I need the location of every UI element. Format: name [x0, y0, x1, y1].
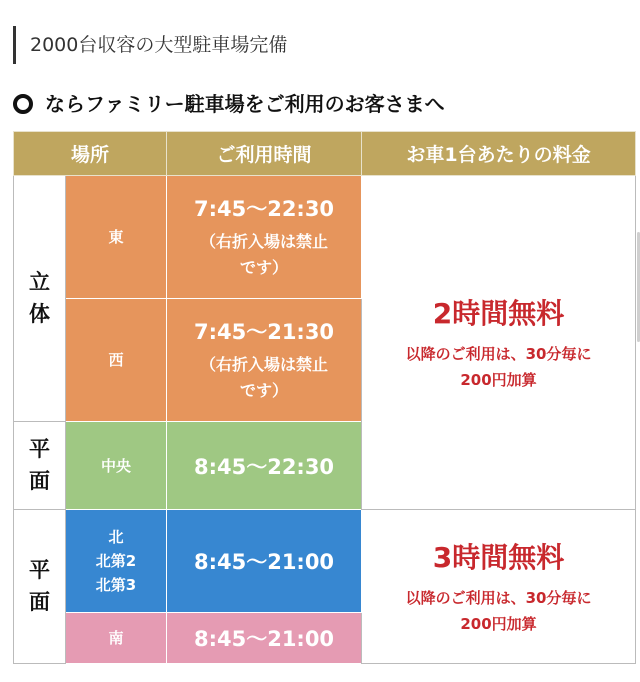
hours-east: 7:45〜22:30 （右折入場は禁止 です）	[167, 176, 362, 299]
location-center: 中央	[66, 422, 167, 510]
location-south: 南	[66, 613, 167, 664]
location-north: 北 北第2 北第3	[66, 510, 167, 613]
location-west: 西	[66, 299, 167, 422]
location-east: 東	[66, 176, 167, 299]
zone-heimen-1: 平 面	[14, 422, 66, 510]
table-header-row	[14, 132, 636, 176]
parking-notice-heading	[13, 86, 445, 122]
section-heading: 2000台収容の大型駐車場完備	[13, 26, 287, 64]
hours-west: 7:45〜21:30 （右折入場は禁止 です）	[167, 299, 362, 422]
fee-cell-2: 3時間無料 以降のご利用は、30分毎に 200円加算	[362, 510, 636, 664]
fee-free-time: 3時間無料	[432, 541, 565, 574]
hours-north: 8:45〜21:00	[167, 510, 362, 613]
table-row	[14, 176, 636, 299]
fee-cell-1: 2時間無料 以降のご利用は、30分毎に 200円加算	[362, 176, 636, 510]
header-fee: お車1台あたりの料金	[362, 132, 636, 176]
table-row	[14, 510, 636, 613]
circle-bullet-icon	[13, 94, 33, 114]
hours-south: 8:45〜21:00	[167, 613, 362, 664]
parking-fee-table	[13, 131, 636, 664]
hours-center: 8:45〜22:30	[167, 422, 362, 510]
parking-notice-title: ならファミリー駐車場をご利用のお客さまへ	[45, 92, 445, 116]
fee-free-time: 2時間無料	[432, 297, 565, 330]
header-hours: ご利用時間	[167, 132, 362, 176]
header-location: 場所	[14, 132, 167, 176]
zone-rittai: 立 体	[14, 176, 66, 422]
zone-heimen-2: 平 面	[14, 510, 66, 664]
